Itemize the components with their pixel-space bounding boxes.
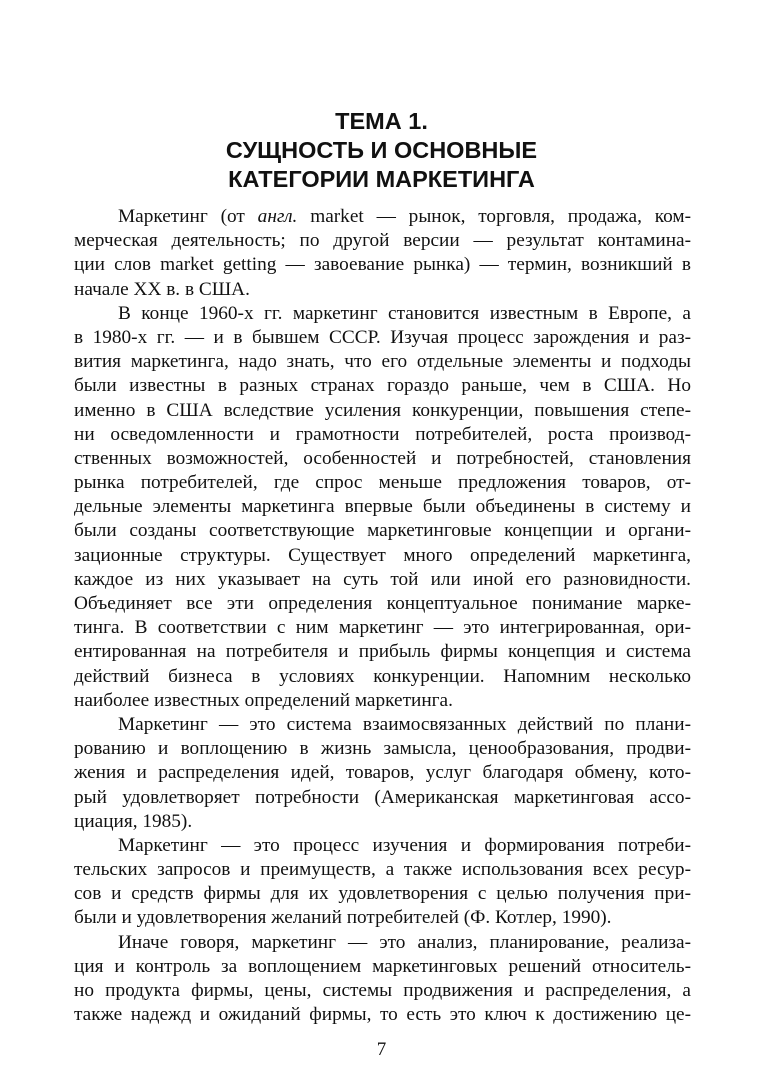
- text-line: мерческая деятельность; по другой версии — результат контамина-: [74, 230, 691, 252]
- chapter-heading-line-1: ТЕМА 1.: [335, 108, 428, 134]
- text-line: ции слов market getting — завоевание рынка) — термин, возникший в: [74, 254, 691, 276]
- text-line: ция и контроль за воплощением маркетинговых решений относитель-: [74, 955, 691, 977]
- paragraph-4: [74, 834, 691, 931]
- text-line: сов и средств фирмы для их удовлетворения с целью получения при-: [74, 883, 691, 905]
- text-line: но продукта фирмы, цены, системы продвижения и распределения, а: [74, 980, 691, 1001]
- body-text: [74, 205, 691, 1027]
- chapter-heading: [0, 107, 763, 194]
- text-line: вития маркетинга, надо знать, что его отдельные элементы и подходы: [74, 351, 691, 373]
- text-line: зационные структуры. Существует много определений маркетинга,: [74, 544, 691, 566]
- chapter-heading-line-3: КАТЕГОРИИ МАРКЕТИНГА: [228, 166, 535, 192]
- text-line: В конце 1960-х гг. маркетинг становится известным в Европе, а: [118, 302, 691, 324]
- text-line: были известны в разных странах гораздо раньше, чем в США. Но: [74, 375, 691, 397]
- paragraph-1: [74, 205, 691, 302]
- text-line: ни осведомленности и грамотности потребителей, роста производ-: [74, 423, 691, 445]
- paragraph-2: [74, 302, 691, 713]
- text-line: тельских запросов и преимуществ, а также использования всех ресур-: [74, 859, 691, 881]
- text-line: также надежд и ожиданий фирмы, то есть это ключ к достижению це-: [74, 1004, 691, 1026]
- text-line: начале XX в. в США.: [74, 278, 250, 300]
- text-line: Объединяет все эти определения концептуальное понимание марке-: [74, 593, 691, 614]
- text-line: были и удовлетворения желаний потребителей (Ф. Котлер, 1990).: [74, 907, 612, 929]
- page-number: 7: [376, 1039, 387, 1060]
- text-line: наиболее известных определений маркетинга.: [74, 689, 453, 711]
- text-line: Маркетинг — это процесс изучения и формирования потреби-: [118, 834, 691, 856]
- text-line: тинга. В соответствии с ним маркетинг — это интегрированная, ори-: [74, 617, 691, 639]
- text-line: каждое из них указывает на суть той или иной его разновидности.: [74, 568, 691, 590]
- text-line: циация, 1985).: [74, 810, 193, 832]
- text-line: были созданы соответствующие маркетинговые концепции и органи-: [74, 520, 691, 542]
- text-fragment: market — рынок, торговля, продажа, ком-: [297, 206, 692, 227]
- text-line: Маркетинг — это система взаимосвязанных действий по плани-: [118, 713, 691, 735]
- text-line: Иначе говоря, маркетинг — это анализ, планирование, реализа-: [118, 931, 691, 953]
- text-line: рынка потребителей, где спрос меньше предложения товаров, от-: [74, 472, 691, 494]
- chapter-heading-line-2: СУЩНОСТЬ И ОСНОВНЫЕ: [225, 137, 538, 163]
- text-line: действий бизнеса в условиях конкуренции. Напомним несколько: [74, 665, 691, 687]
- text-line: дельные элементы маркетинга впервые были объединены в систему и: [74, 496, 691, 518]
- text-line: в 1980-х гг. — и в бывшем СССР. Изучая процесс зарождения и раз-: [74, 326, 691, 348]
- paragraph-5: [74, 931, 691, 1028]
- text-line: [74, 205, 691, 229]
- text-line: ентированная на потребителя и прибыль фирмы концепция и система: [74, 641, 691, 663]
- text-line: рованию и воплощению в жизнь замысла, ценообразования, продви-: [74, 738, 691, 760]
- text-line: ственных возможностей, особенностей и потребностей, становления: [74, 447, 691, 469]
- text-fragment: Маркетинг (от: [118, 206, 258, 227]
- paragraph-3: [74, 713, 691, 834]
- text-line: рый удовлетворяет потребности (Американская маркетинговая ассо-: [74, 786, 691, 808]
- text-line: жения и распределения идей, товаров, услуг благодаря обмену, кото-: [74, 762, 691, 784]
- italic-abbreviation: англ.: [257, 206, 298, 227]
- text-line: именно в США вследствие усиления конкуренции, повышения степе-: [74, 399, 691, 421]
